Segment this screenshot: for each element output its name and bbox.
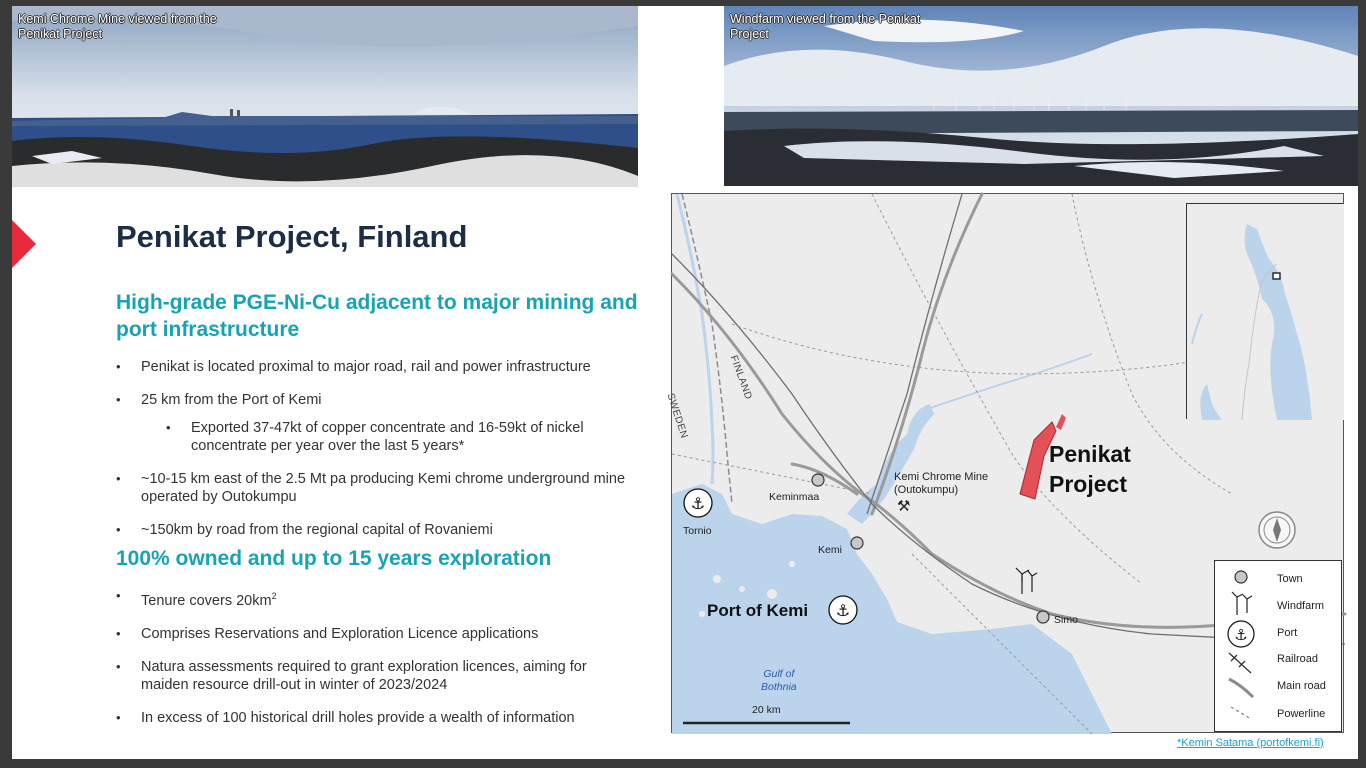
kemi-mine-label: Kemi Chrome Mine (Outokumpu): [894, 471, 989, 496]
section1-bullets: [116, 358, 636, 539]
tornio-label: Tornio: [683, 525, 712, 537]
legend-windfarm: Windfarm: [1277, 600, 1325, 612]
list-item: • ~10-15 km east of the 2.5 Mt pa producing Kemi chrome underground mine operated by Outokumpu: [116, 471, 626, 505]
list-item: • 25 km from the Port of Kemi • Exported 37-47kt of copper concentrate and 16-59kt of nickel concentrate per year over the last 5 years*: [116, 391, 636, 455]
scale-label: 20 km: [752, 704, 781, 716]
left-photo-caption: Kemi Chrome Mine viewed from the Penikat Project: [18, 12, 217, 41]
list-item: • In excess of 100 historical drill holes provide a wealth of information: [116, 709, 575, 726]
source-link[interactable]: *Kemin Satama (portofkemi.fi): [1177, 737, 1324, 749]
page-title: Penikat Project, Finland: [116, 219, 468, 254]
list-item: • Tenure covers $20km^2$: [116, 588, 277, 609]
legend-town: Town: [1277, 573, 1303, 585]
port-of-kemi-label: Port of Kemi: [707, 601, 809, 620]
section1-heading: High-grade PGE-Ni-Cu adjacent to major mining and port infrastructure: [116, 291, 638, 341]
location-map: [664, 193, 1344, 733]
inset-map: [1186, 203, 1343, 419]
legend-powerline: Powerline: [1277, 708, 1326, 720]
slide: [12, 6, 1358, 759]
sweden-label: SWEDEN: [664, 392, 690, 441]
section2-heading: 100% owned and up to 15 years exploration: [116, 547, 552, 570]
list-item: • ~150km by road from the regional capital of Rovaniemi: [116, 522, 493, 538]
kemi-label: Kemi: [818, 544, 842, 556]
section2-bullets: [116, 587, 636, 727]
sub-list-item: • Exported 37-47kt of copper concentrate and 16-59kt of nickel concentrate per year over the last 5 years*: [166, 420, 584, 454]
accent-arrow: [12, 220, 36, 268]
gulf-of-bothnia-label: Gulf of Bothnia: [761, 668, 797, 693]
svg-text:⚓: ⚓: [1234, 626, 1248, 644]
list-item: • Penikat is located proximal to major road, rail and power infrastructure: [116, 359, 591, 375]
windfarm-photo: [724, 6, 1358, 186]
legend-railroad: Railroad: [1277, 653, 1318, 665]
sub-bullets: [166, 419, 636, 455]
chrome-mine-photo: [12, 6, 638, 187]
finland-label: FINLAND: [727, 354, 754, 402]
keminmaa-label: Keminmaa: [769, 491, 820, 503]
svg-text:⚓: ⚓: [690, 494, 706, 513]
svg-text:⚒: ⚒: [897, 497, 911, 515]
legend-main-road: Main road: [1277, 680, 1326, 692]
list-item: • Comprises Reservations and Exploration Licence applications: [116, 625, 539, 642]
svg-text:⚓: ⚓: [835, 601, 851, 620]
map-legend: [1214, 560, 1342, 732]
legend-port: Port: [1277, 627, 1298, 639]
penikat-project-label: Penikat Project: [1049, 441, 1131, 497]
list-item: • Natura assessments required to grant exploration licences, aiming for maiden resource drill-out in winter of 2023/2024: [116, 658, 587, 693]
simo-label: Simo: [1054, 614, 1078, 626]
right-photo-caption: Windfarm viewed from the Penikat Project: [730, 12, 921, 41]
